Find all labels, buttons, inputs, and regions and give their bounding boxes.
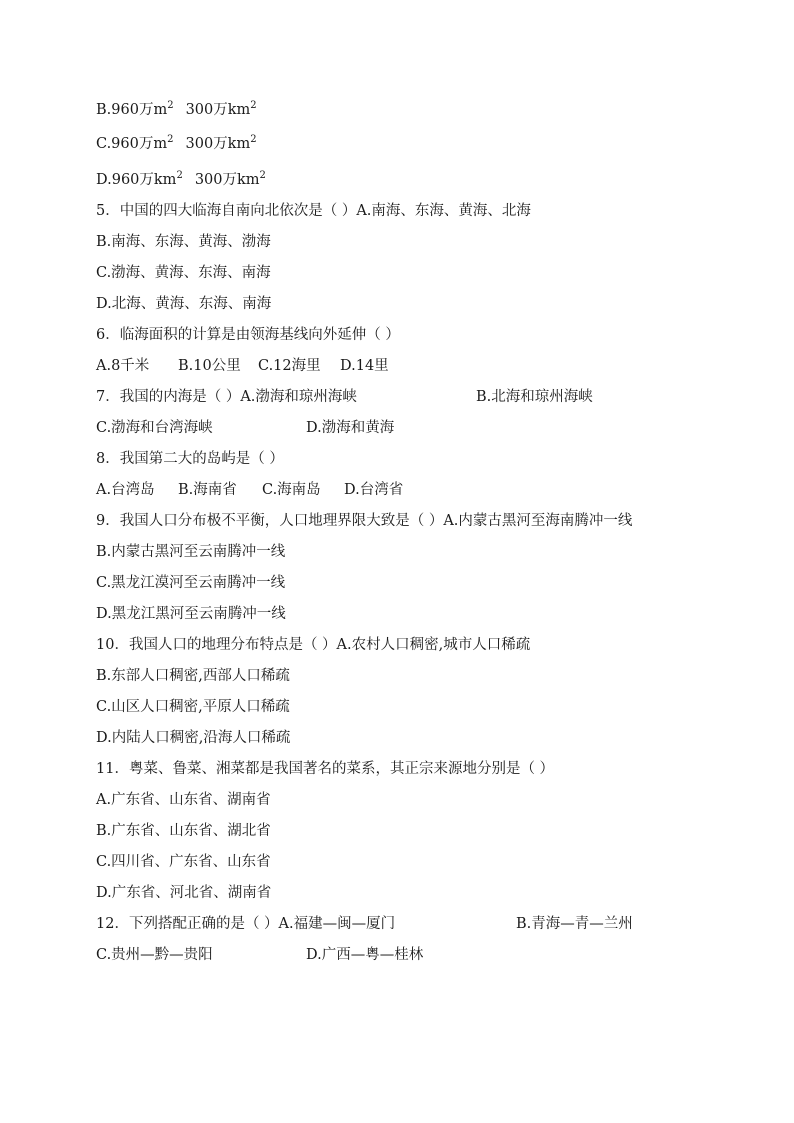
q4-option-b <box>96 100 257 120</box>
q8-option-d: D.台湾省 <box>344 482 404 498</box>
q7-stem: 7．我国的内海是（ ）A.渤海和琼州海峡 <box>96 389 357 405</box>
q4-d-mid: 300万km <box>194 172 260 188</box>
q9-option-d: D.黑龙江黑河至云南腾冲一线 <box>96 606 286 622</box>
q8-option-c: C.海南岛 <box>262 482 321 498</box>
q11-option-a: A.广东省、山东省、湖南省 <box>96 792 271 808</box>
q5-option-b: B.南海、东海、黄海、渤海 <box>96 234 271 250</box>
q8-option-a: A.台湾岛 <box>96 482 155 498</box>
q4-c-text: C.960万m <box>96 136 168 152</box>
q6-option-d: D.14里 <box>340 358 389 374</box>
q5-stem: 5．中国的四大临海自南向北依次是（ ）A.南海、东海、黄海、北海 <box>96 203 531 219</box>
q4-option-c <box>96 134 257 154</box>
q7-option-d: D.渤海和黄海 <box>306 420 395 436</box>
q6-option-a: A.8千米 <box>96 358 150 374</box>
q7-option-c: C.渤海和台湾海峡 <box>96 420 213 436</box>
q4-c-exp2: 2 <box>250 134 257 145</box>
q12-option-d: D.广西—粤—桂林 <box>306 947 424 963</box>
q8-stem: 8．我国第二大的岛屿是（ ） <box>96 451 284 467</box>
q11-option-b: B.广东省、山东省、湖北省 <box>96 823 271 839</box>
q4-d-exp1: 2 <box>176 170 183 181</box>
q12-option-c: C.贵州—黔—贵阳 <box>96 947 213 963</box>
q6-option-b: B.10公里 <box>178 358 241 374</box>
q4-b-exp2: 2 <box>250 100 257 111</box>
q9-option-b: B.内蒙古黑河至云南腾冲一线 <box>96 544 286 560</box>
q5-option-d: D.北海、黄海、东海、南海 <box>96 296 272 312</box>
q4-c-exp1: 2 <box>167 134 174 145</box>
q4-option-d <box>96 170 266 190</box>
q4-c-mid: 300万km <box>185 136 251 152</box>
q10-option-d: D.内陆人口稠密,沿海人口稀疏 <box>96 730 291 746</box>
q7-option-b: B.北海和琼州海峡 <box>476 389 593 405</box>
q10-option-c: C.山区人口稠密,平原人口稀疏 <box>96 699 290 715</box>
q6-stem: 6．临海面积的计算是由领海基线向外延伸（ ） <box>96 327 400 343</box>
q11-option-c: C.四川省、广东省、山东省 <box>96 854 271 870</box>
q4-d-text: D.960万km <box>96 172 177 188</box>
q12-stem: 12．下列搭配正确的是（ ）A.福建—闽—厦门 <box>96 916 396 932</box>
q10-option-b: B.东部人口稠密,西部人口稀疏 <box>96 668 290 684</box>
q4-d-exp2: 2 <box>259 170 266 181</box>
q4-b-exp1: 2 <box>167 100 174 111</box>
q11-stem: 11．粤菜、鲁菜、湘菜都是我国著名的菜系，其正宗来源地分别是（ ） <box>96 761 555 777</box>
q5-option-c: C.渤海、黄海、东海、南海 <box>96 265 271 281</box>
q12-option-b: B.青海—青—兰州 <box>516 916 633 932</box>
q8-option-b: B.海南省 <box>178 482 237 498</box>
q10-stem: 10．我国人口的地理分布特点是（ ）A.农村人口稠密,城市人口稀疏 <box>96 637 531 653</box>
q9-stem: 9．我国人口分布极不平衡，人口地理界限大致是（ ）A.内蒙古黑河至海南腾冲一线 <box>96 513 633 529</box>
q9-option-c: C.黑龙江漠河至云南腾冲一线 <box>96 575 286 591</box>
q6-option-c: C.12海里 <box>258 358 321 374</box>
q4-b-text: B.960万m <box>96 102 168 118</box>
q4-b-mid: 300万km <box>185 102 251 118</box>
q11-option-d: D.广东省、河北省、湖南省 <box>96 885 272 901</box>
